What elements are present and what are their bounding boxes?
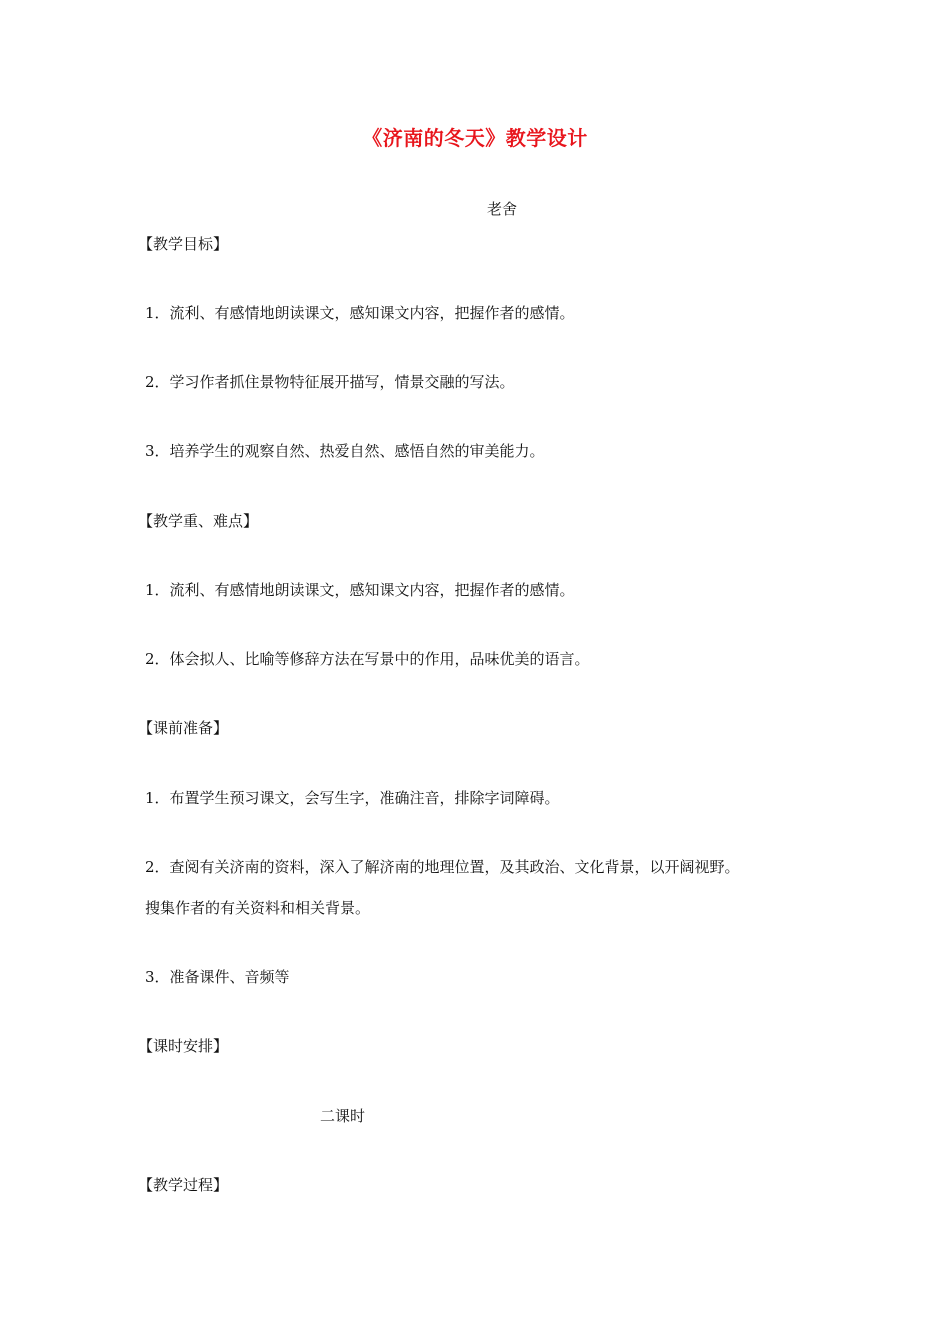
section-heading-schedule: 【课时安排】 xyxy=(138,1037,229,1055)
objective-item-1: 1．流利、有感情地朗读课文，感知课文内容，把握作者的感情。 xyxy=(145,304,575,322)
key-point-item-1: 1．流利、有感情地朗读课文，感知课文内容，把握作者的感情。 xyxy=(145,581,575,599)
preparation-item-3: 3．准备课件、音频等 xyxy=(145,968,290,986)
section-heading-key-points: 【教学重、难点】 xyxy=(138,512,259,530)
document-title: 《济南的冬天》教学设计 xyxy=(362,126,588,150)
preparation-item-2-continued: 搜集作者的有关资料和相关背景。 xyxy=(145,899,371,917)
preparation-item-1: 1．布置学生预习课文，会写生字，准确注音，排除字词障碍。 xyxy=(145,789,560,807)
key-point-item-2: 2．体会拟人、比喻等修辞方法在写景中的作用，品味优美的语言。 xyxy=(145,650,590,668)
objective-item-3: 3．培养学生的观察自然、热爱自然、感悟自然的审美能力。 xyxy=(145,442,545,460)
schedule-periods: 二课时 xyxy=(320,1107,366,1125)
objective-item-2: 2．学习作者抓住景物特征展开描写，情景交融的写法。 xyxy=(145,373,515,391)
section-heading-objectives: 【教学目标】 xyxy=(138,235,229,253)
section-heading-process: 【教学过程】 xyxy=(138,1176,229,1194)
document-author: 老舍 xyxy=(487,200,518,218)
section-heading-preparation: 【课前准备】 xyxy=(138,719,229,737)
preparation-item-2: 2．查阅有关济南的资料，深入了解济南的地理位置，及其政治、文化背景，以开阔视野。 xyxy=(145,858,740,876)
